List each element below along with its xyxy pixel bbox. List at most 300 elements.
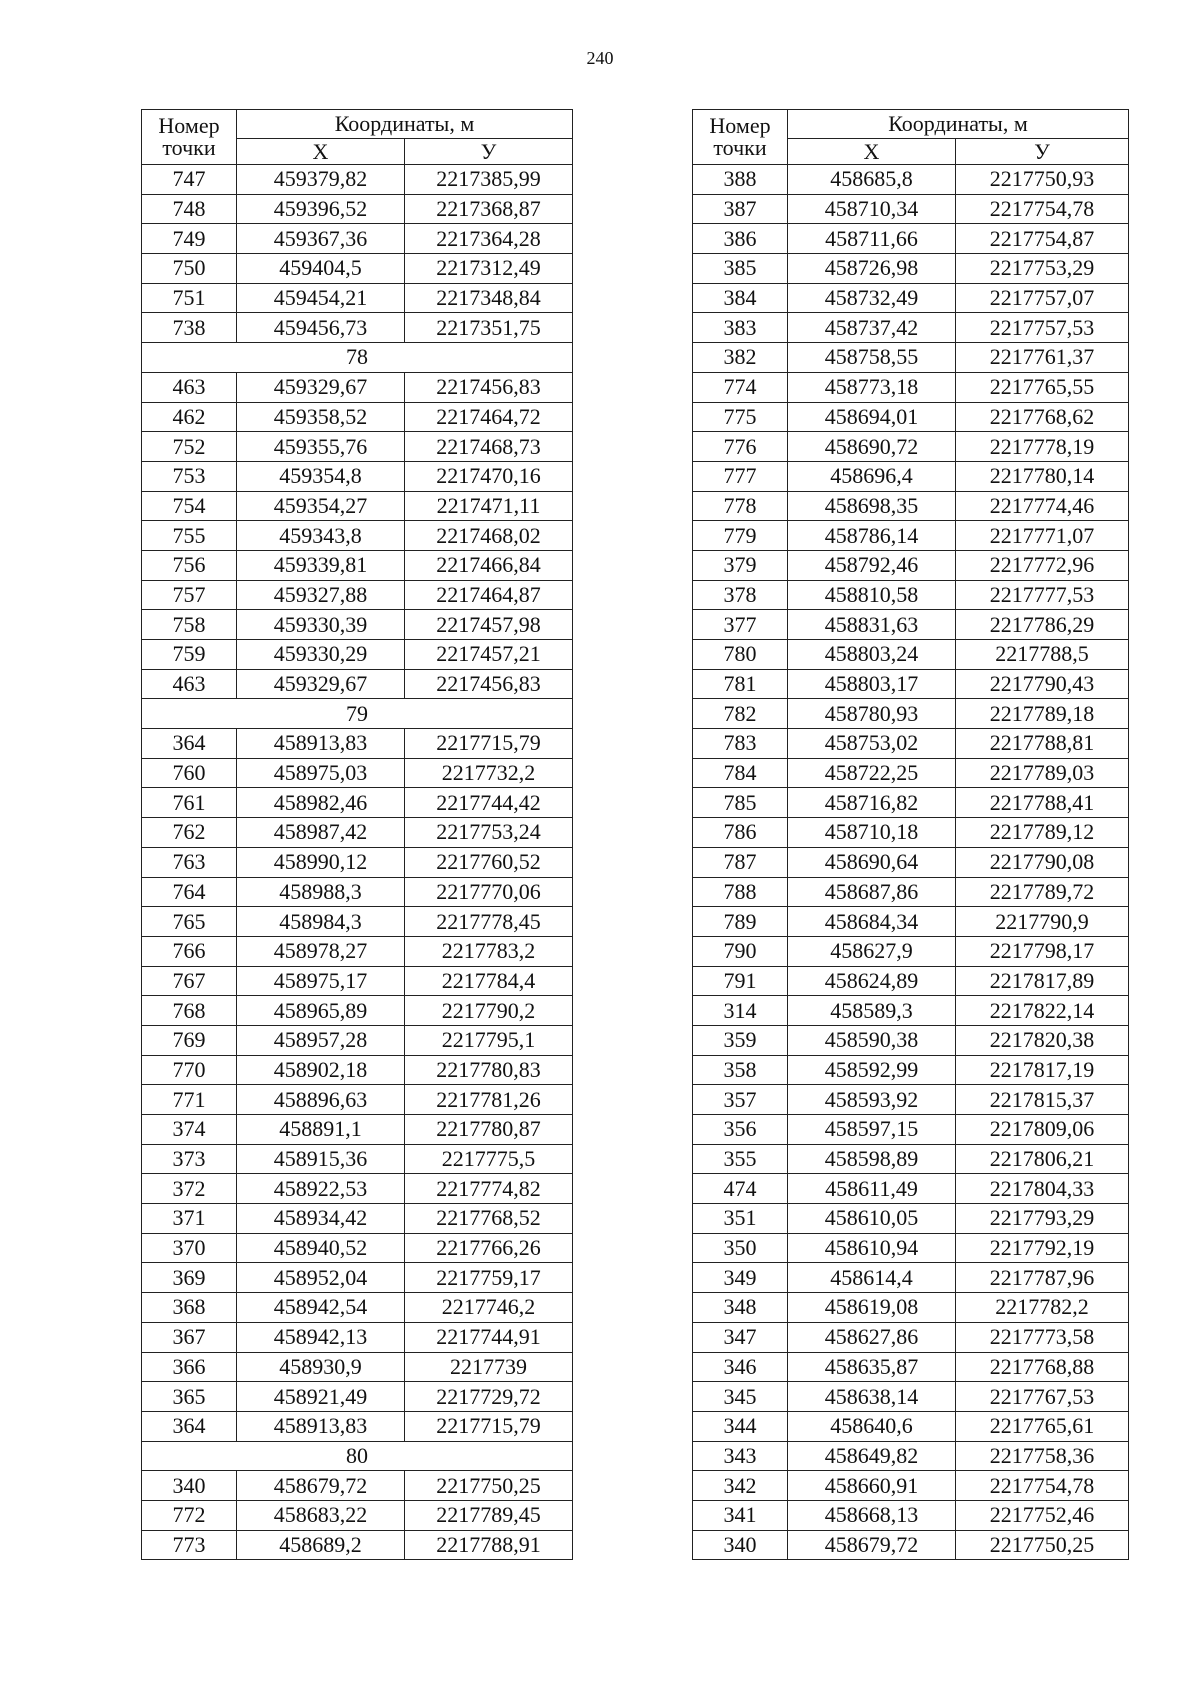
table-row: [693, 254, 1129, 284]
point-number-cell: 785: [693, 788, 788, 818]
y-coordinate-cell: 2217804,33: [956, 1174, 1129, 1204]
y-coordinate-cell: 2217468,02: [405, 521, 573, 551]
table-row: [142, 758, 573, 788]
x-coordinate-cell: 458624,89: [788, 966, 956, 996]
table-row: [693, 343, 1129, 373]
x-coordinate-cell: 458635,87: [788, 1352, 956, 1382]
table-row: [142, 1352, 573, 1382]
point-number-cell: 340: [142, 1471, 237, 1501]
x-coordinate-cell: 458982,46: [237, 788, 405, 818]
y-coordinate-cell: 2217767,53: [956, 1382, 1129, 1412]
x-coordinate-cell: 458711,66: [788, 224, 956, 254]
point-number-cell: 774: [693, 372, 788, 402]
y-coordinate-cell: 2217788,81: [956, 729, 1129, 759]
x-coordinate-cell: 458975,17: [237, 966, 405, 996]
point-number-cell: 780: [693, 640, 788, 670]
point-number-header: Номер точки: [142, 110, 237, 165]
section-number: 80: [142, 1441, 573, 1471]
y-coordinate-cell: 2217729,72: [405, 1382, 573, 1412]
point-number-cell: 778: [693, 491, 788, 521]
table-row: [142, 818, 573, 848]
point-number-cell: 369: [142, 1263, 237, 1293]
coordinates-header: Координаты, м: [237, 110, 573, 139]
point-number-cell: 776: [693, 432, 788, 462]
table-row: [693, 461, 1129, 491]
x-coordinate-cell: 458922,53: [237, 1174, 405, 1204]
table-row: [142, 640, 573, 670]
table-row: [142, 1500, 573, 1530]
point-number-cell: 474: [693, 1174, 788, 1204]
x-coordinate-cell: 458987,42: [237, 818, 405, 848]
y-coordinate-cell: 2217351,75: [405, 313, 573, 343]
y-coordinate-cell: 2217790,43: [956, 669, 1129, 699]
y-coordinate-cell: 2217457,21: [405, 640, 573, 670]
table-row: [693, 1263, 1129, 1293]
x-header: Х: [788, 139, 956, 165]
x-coordinate-cell: 458640,6: [788, 1411, 956, 1441]
point-number-cell: 779: [693, 521, 788, 551]
table-row: [142, 1530, 573, 1560]
point-number-cell: 365: [142, 1382, 237, 1412]
y-coordinate-cell: 2217789,72: [956, 877, 1129, 907]
x-coordinate-cell: 458668,13: [788, 1500, 956, 1530]
point-number-cell: 753: [142, 461, 237, 491]
y-coordinate-cell: 2217774,82: [405, 1174, 573, 1204]
point-number-cell: 383: [693, 313, 788, 343]
table-row: [142, 521, 573, 551]
x-coordinate-cell: 458792,46: [788, 550, 956, 580]
y-coordinate-cell: 2217782,2: [956, 1293, 1129, 1323]
x-coordinate-cell: 459330,29: [237, 640, 405, 670]
point-number-cell: 752: [142, 432, 237, 462]
y-coordinate-cell: 2217761,37: [956, 343, 1129, 373]
point-number-cell: 789: [693, 907, 788, 937]
table-row: [693, 1085, 1129, 1115]
point-number-cell: 764: [142, 877, 237, 907]
x-coordinate-cell: 458660,91: [788, 1471, 956, 1501]
x-coordinate-cell: 458952,04: [237, 1263, 405, 1293]
x-coordinate-cell: 458627,9: [788, 936, 956, 966]
point-number-cell: 772: [142, 1500, 237, 1530]
y-coordinate-cell: 2217470,16: [405, 461, 573, 491]
table-row: [693, 729, 1129, 759]
y-coordinate-cell: 2217750,93: [956, 165, 1129, 195]
x-coordinate-cell: 459396,52: [237, 194, 405, 224]
y-coordinate-cell: 2217466,84: [405, 550, 573, 580]
table-row: [693, 699, 1129, 729]
y-coordinate-cell: 2217385,99: [405, 165, 573, 195]
table-row: [142, 432, 573, 462]
x-coordinate-cell: 458896,63: [237, 1085, 405, 1115]
x-coordinate-cell: 458803,24: [788, 640, 956, 670]
y-coordinate-cell: 2217715,79: [405, 729, 573, 759]
page-number: 240: [586, 48, 614, 68]
table-row: [693, 1471, 1129, 1501]
y-coordinate-cell: 2217815,37: [956, 1085, 1129, 1115]
x-coordinate-cell: 458694,01: [788, 402, 956, 432]
section-row: [142, 343, 573, 373]
table-row: [693, 907, 1129, 937]
x-coordinate-cell: 458984,3: [237, 907, 405, 937]
point-number-cell: 766: [142, 936, 237, 966]
point-number-cell: 372: [142, 1174, 237, 1204]
y-coordinate-cell: 2217760,52: [405, 847, 573, 877]
table-row: [142, 1293, 573, 1323]
y-coordinate-cell: 2217778,45: [405, 907, 573, 937]
point-number-cell: 758: [142, 610, 237, 640]
table-row: [693, 847, 1129, 877]
table-row: [142, 402, 573, 432]
y-coordinate-cell: 2217790,2: [405, 996, 573, 1026]
y-coordinate-cell: 2217817,89: [956, 966, 1129, 996]
point-number-cell: 387: [693, 194, 788, 224]
point-number-cell: 349: [693, 1263, 788, 1293]
y-coordinate-cell: 2217348,84: [405, 283, 573, 313]
x-coordinate-cell: 459404,5: [237, 254, 405, 284]
x-coordinate-cell: 458610,94: [788, 1233, 956, 1263]
table-row: [142, 461, 573, 491]
point-number-cell: 314: [693, 996, 788, 1026]
point-number-cell: 787: [693, 847, 788, 877]
table-row: [693, 491, 1129, 521]
x-coordinate-cell: 458940,52: [237, 1233, 405, 1263]
point-number-cell: 371: [142, 1204, 237, 1234]
y-coordinate-cell: 2217739: [405, 1352, 573, 1382]
table-row: [142, 788, 573, 818]
y-coordinate-cell: 2217789,18: [956, 699, 1129, 729]
x-coordinate-cell: 458597,15: [788, 1115, 956, 1145]
table-row: [693, 788, 1129, 818]
y-coordinate-cell: 2217471,11: [405, 491, 573, 521]
y-coordinate-cell: 2217788,41: [956, 788, 1129, 818]
point-number-cell: 791: [693, 966, 788, 996]
y-coordinate-cell: 2217752,46: [956, 1500, 1129, 1530]
table-row: [693, 165, 1129, 195]
x-coordinate-cell: 459327,88: [237, 580, 405, 610]
y-coordinate-cell: 2217768,52: [405, 1204, 573, 1234]
y-coordinate-cell: 2217809,06: [956, 1115, 1129, 1145]
table-row: [142, 372, 573, 402]
table-row: [693, 1411, 1129, 1441]
table-row: [142, 165, 573, 195]
point-number-cell: 377: [693, 610, 788, 640]
table-row: [142, 966, 573, 996]
point-number-cell: 384: [693, 283, 788, 313]
y-coordinate-cell: 2217746,2: [405, 1293, 573, 1323]
x-coordinate-cell: 458965,89: [237, 996, 405, 1026]
y-coordinate-cell: 2217757,07: [956, 283, 1129, 313]
section-number: 78: [142, 343, 573, 373]
table-row: [693, 610, 1129, 640]
table-row: [693, 1293, 1129, 1323]
table-row: [142, 224, 573, 254]
y-coordinate-cell: 2217798,17: [956, 936, 1129, 966]
table-row: [693, 1441, 1129, 1471]
point-number-cell: 773: [142, 1530, 237, 1560]
table-row: [693, 194, 1129, 224]
x-coordinate-cell: 458942,13: [237, 1322, 405, 1352]
table-row: [693, 313, 1129, 343]
point-number-cell: 763: [142, 847, 237, 877]
x-coordinate-cell: 459456,73: [237, 313, 405, 343]
x-coordinate-cell: 458902,18: [237, 1055, 405, 1085]
table-row: [142, 1085, 573, 1115]
table-row: [693, 402, 1129, 432]
y-coordinate-cell: 2217773,58: [956, 1322, 1129, 1352]
y-coordinate-cell: 2217368,87: [405, 194, 573, 224]
x-coordinate-cell: 458773,18: [788, 372, 956, 402]
x-coordinate-cell: 458611,49: [788, 1174, 956, 1204]
point-number-cell: 341: [693, 1500, 788, 1530]
x-coordinate-cell: 459358,52: [237, 402, 405, 432]
point-number-cell: 386: [693, 224, 788, 254]
point-number-cell: 767: [142, 966, 237, 996]
table-row: [693, 1382, 1129, 1412]
point-number-cell: 759: [142, 640, 237, 670]
x-coordinate-cell: 458786,14: [788, 521, 956, 551]
table-row: [693, 224, 1129, 254]
y-coordinate-cell: 2217765,61: [956, 1411, 1129, 1441]
y-coordinate-cell: 2217744,91: [405, 1322, 573, 1352]
table-row: [693, 1322, 1129, 1352]
point-number-cell: 786: [693, 818, 788, 848]
y-coordinate-cell: 2217754,78: [956, 194, 1129, 224]
table-row: [693, 521, 1129, 551]
y-coordinate-cell: 2217774,46: [956, 491, 1129, 521]
table-row: [693, 1352, 1129, 1382]
point-number-cell: 738: [142, 313, 237, 343]
x-coordinate-cell: 458598,89: [788, 1144, 956, 1174]
table-row: [142, 313, 573, 343]
y-coordinate-cell: 2217795,1: [405, 1025, 573, 1055]
point-number-cell: 347: [693, 1322, 788, 1352]
y-coordinate-cell: 2217758,36: [956, 1441, 1129, 1471]
y-coordinate-cell: 2217784,4: [405, 966, 573, 996]
table-row: [693, 372, 1129, 402]
point-number-cell: 350: [693, 1233, 788, 1263]
table-row: [693, 1174, 1129, 1204]
table-row: [142, 550, 573, 580]
x-coordinate-cell: 458803,17: [788, 669, 956, 699]
point-number-cell: 463: [142, 669, 237, 699]
x-coordinate-cell: 458988,3: [237, 877, 405, 907]
point-number-cell: 345: [693, 1382, 788, 1412]
point-number-cell: 388: [693, 165, 788, 195]
table-row: [693, 1500, 1129, 1530]
table-row: [693, 1144, 1129, 1174]
point-number-cell: 761: [142, 788, 237, 818]
x-coordinate-cell: 458737,42: [788, 313, 956, 343]
x-coordinate-cell: 458684,34: [788, 907, 956, 937]
y-coordinate-cell: 2217789,03: [956, 758, 1129, 788]
y-coordinate-cell: 2217757,53: [956, 313, 1129, 343]
table-row: [142, 729, 573, 759]
x-coordinate-cell: 459379,82: [237, 165, 405, 195]
x-coordinate-cell: 458710,34: [788, 194, 956, 224]
x-coordinate-cell: 458753,02: [788, 729, 956, 759]
point-number-cell: 367: [142, 1322, 237, 1352]
point-number-cell: 770: [142, 1055, 237, 1085]
x-coordinate-cell: 458679,72: [788, 1530, 956, 1560]
point-number-cell: 355: [693, 1144, 788, 1174]
y-coordinate-cell: 2217822,14: [956, 996, 1129, 1026]
point-number-cell: 751: [142, 283, 237, 313]
table-row: [142, 1263, 573, 1293]
x-coordinate-cell: 459343,8: [237, 521, 405, 551]
point-number-cell: 768: [142, 996, 237, 1026]
x-coordinate-cell: 458614,4: [788, 1263, 956, 1293]
point-number-cell: 359: [693, 1025, 788, 1055]
y-coordinate-cell: 2217770,06: [405, 877, 573, 907]
table-row: [142, 580, 573, 610]
x-coordinate-cell: 459329,67: [237, 669, 405, 699]
x-coordinate-cell: 458690,64: [788, 847, 956, 877]
x-coordinate-cell: 458610,05: [788, 1204, 956, 1234]
point-number-cell: 370: [142, 1233, 237, 1263]
point-number-cell: 748: [142, 194, 237, 224]
point-number-cell: 364: [142, 1411, 237, 1441]
point-number-cell: 782: [693, 699, 788, 729]
table-row: [693, 640, 1129, 670]
x-coordinate-cell: 458716,82: [788, 788, 956, 818]
point-number-cell: 346: [693, 1352, 788, 1382]
x-coordinate-cell: 458913,83: [237, 1411, 405, 1441]
point-number-cell: 788: [693, 877, 788, 907]
x-coordinate-cell: 459339,81: [237, 550, 405, 580]
table-row: [693, 1530, 1129, 1560]
y-coordinate-cell: 2217753,29: [956, 254, 1129, 284]
point-number-cell: 385: [693, 254, 788, 284]
table-row: [142, 877, 573, 907]
y-coordinate-cell: 2217759,17: [405, 1263, 573, 1293]
point-number-cell: 747: [142, 165, 237, 195]
point-number-cell: 755: [142, 521, 237, 551]
y-header: У: [405, 139, 573, 165]
x-coordinate-cell: 459355,76: [237, 432, 405, 462]
y-coordinate-cell: 2217787,96: [956, 1263, 1129, 1293]
x-coordinate-cell: 458990,12: [237, 847, 405, 877]
point-number-cell: 379: [693, 550, 788, 580]
y-coordinate-cell: 2217765,55: [956, 372, 1129, 402]
y-coordinate-cell: 2217790,08: [956, 847, 1129, 877]
y-coordinate-cell: 2217820,38: [956, 1025, 1129, 1055]
table-row: [142, 936, 573, 966]
y-coordinate-cell: 2217768,88: [956, 1352, 1129, 1382]
table-row: [142, 1322, 573, 1352]
y-coordinate-cell: 2217786,29: [956, 610, 1129, 640]
point-number-cell: 364: [142, 729, 237, 759]
table-row: [693, 669, 1129, 699]
x-coordinate-cell: 459329,67: [237, 372, 405, 402]
point-number-cell: 757: [142, 580, 237, 610]
y-coordinate-cell: 2217780,83: [405, 1055, 573, 1085]
point-number-cell: 777: [693, 461, 788, 491]
table-row: [142, 491, 573, 521]
point-number-cell: 356: [693, 1115, 788, 1145]
point-number-cell: 366: [142, 1352, 237, 1382]
y-coordinate-cell: 2217783,2: [405, 936, 573, 966]
point-number-cell: 754: [142, 491, 237, 521]
table-row: [693, 432, 1129, 462]
x-coordinate-cell: 458698,35: [788, 491, 956, 521]
table-row: [142, 1174, 573, 1204]
y-coordinate-cell: 2217775,5: [405, 1144, 573, 1174]
table-row: [693, 283, 1129, 313]
x-coordinate-cell: 458891,1: [237, 1115, 405, 1145]
y-coordinate-cell: 2217750,25: [405, 1471, 573, 1501]
section-row: [142, 699, 573, 729]
x-coordinate-cell: 458975,03: [237, 758, 405, 788]
y-coordinate-cell: 2217806,21: [956, 1144, 1129, 1174]
y-header: У: [956, 139, 1129, 165]
y-coordinate-cell: 2217750,25: [956, 1530, 1129, 1560]
y-coordinate-cell: 2217790,9: [956, 907, 1129, 937]
table-row: [693, 1055, 1129, 1085]
y-coordinate-cell: 2217777,53: [956, 580, 1129, 610]
y-coordinate-cell: 2217817,19: [956, 1055, 1129, 1085]
y-coordinate-cell: 2217792,19: [956, 1233, 1129, 1263]
point-number-cell: 783: [693, 729, 788, 759]
x-coordinate-cell: 458942,54: [237, 1293, 405, 1323]
point-number-cell: 368: [142, 1293, 237, 1323]
point-number-cell: 348: [693, 1293, 788, 1323]
x-coordinate-cell: 458690,72: [788, 432, 956, 462]
x-coordinate-cell: 458627,86: [788, 1322, 956, 1352]
table-row: [693, 818, 1129, 848]
table-row: [142, 194, 573, 224]
y-coordinate-cell: 2217754,78: [956, 1471, 1129, 1501]
x-coordinate-cell: 459354,27: [237, 491, 405, 521]
table-body: [142, 165, 573, 1560]
point-number-cell: 351: [693, 1204, 788, 1234]
x-coordinate-cell: 458921,49: [237, 1382, 405, 1412]
table-row: [142, 1382, 573, 1412]
y-coordinate-cell: 2217788,91: [405, 1530, 573, 1560]
point-number-cell: 756: [142, 550, 237, 580]
point-number-cell: 382: [693, 343, 788, 373]
table-row: [142, 1144, 573, 1174]
point-number-header: Номер точки: [693, 110, 788, 165]
table-row: [693, 550, 1129, 580]
y-coordinate-cell: 2217464,87: [405, 580, 573, 610]
table-row: [693, 1025, 1129, 1055]
table-row: [693, 996, 1129, 1026]
y-coordinate-cell: 2217780,14: [956, 461, 1129, 491]
y-coordinate-cell: 2217788,5: [956, 640, 1129, 670]
y-coordinate-cell: 2217364,28: [405, 224, 573, 254]
table-row: [693, 758, 1129, 788]
point-number-cell: 340: [693, 1530, 788, 1560]
x-coordinate-cell: 458589,3: [788, 996, 956, 1026]
table-row: [693, 877, 1129, 907]
x-coordinate-cell: 458689,2: [237, 1530, 405, 1560]
y-coordinate-cell: 2217456,83: [405, 669, 573, 699]
x-coordinate-cell: 458978,27: [237, 936, 405, 966]
y-coordinate-cell: 2217781,26: [405, 1085, 573, 1115]
x-coordinate-cell: 458683,22: [237, 1500, 405, 1530]
y-coordinate-cell: 2217768,62: [956, 402, 1129, 432]
table-row: [142, 996, 573, 1026]
point-number-cell: 769: [142, 1025, 237, 1055]
table-row: [142, 1025, 573, 1055]
y-coordinate-cell: 2217772,96: [956, 550, 1129, 580]
x-coordinate-cell: 458619,08: [788, 1293, 956, 1323]
table-row: [693, 1115, 1129, 1145]
table-row: [693, 966, 1129, 996]
x-coordinate-cell: 458685,8: [788, 165, 956, 195]
table-row: [142, 1411, 573, 1441]
point-number-cell: 749: [142, 224, 237, 254]
